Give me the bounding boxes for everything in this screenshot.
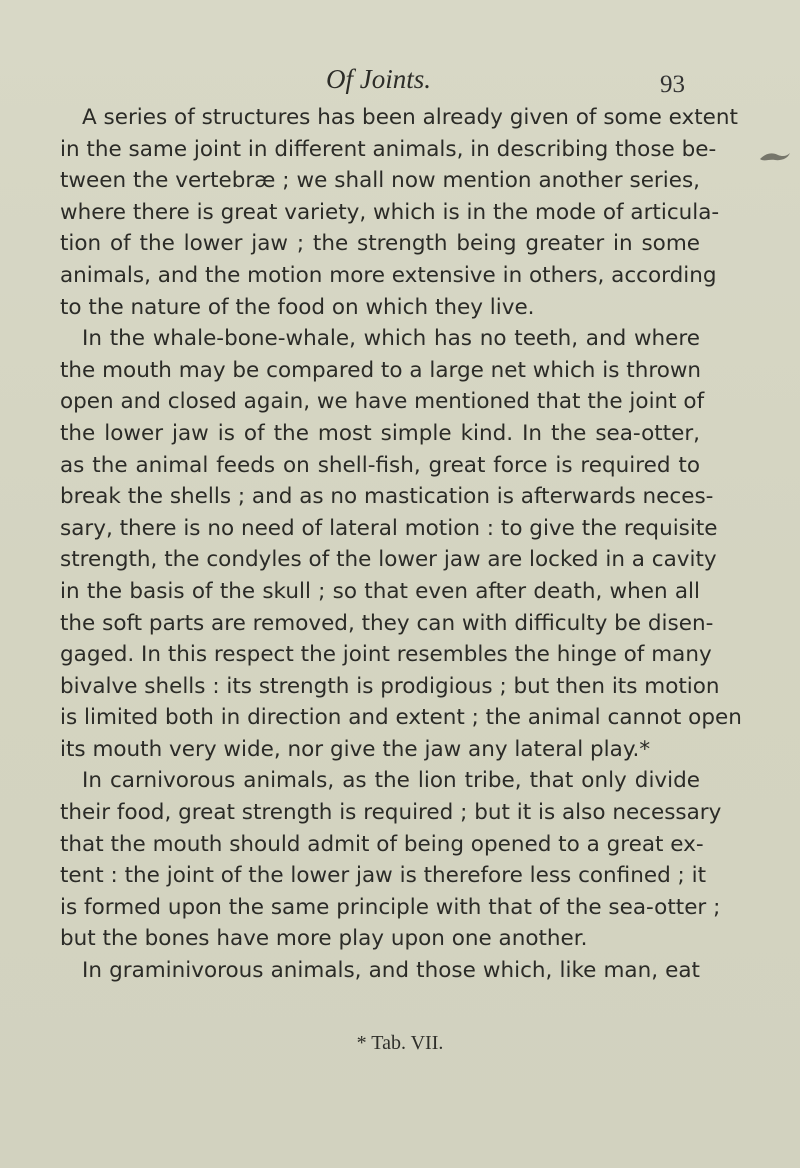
text-line: In the whale-bone-whale, which has no teeth, and where [82,326,700,352]
text-line: their food, great strength is required ; but it is also necessary [60,800,722,826]
body-text [60,102,742,987]
text-line: strength, the condyles of the lower jaw are locked in a cavity [60,547,717,573]
running-head [0,62,800,102]
text-line: that the mouth should admit of being opened to a great ex- [60,831,704,857]
running-title: Of Joints. [326,64,431,94]
text-line: tion of the lower jaw ; the strength being greater in some [60,231,700,257]
text-line: sary, there is no need of lateral motion : to give the requisite [60,515,718,541]
text-line: tent : the joint of the lower jaw is therefore less confined ; it [60,863,707,889]
text-line: break the shells ; and as no mastication is afterwards neces- [60,484,714,510]
text-line: is limited both in direction and extent ; the animal cannot open [60,705,742,731]
text-line: bivalve shells : its strength is prodigious ; but then its motion [60,673,720,699]
text-line: in the basis of the skull ; so that even after death, when all [60,578,700,604]
text-line: the lower jaw is of the most simple kind. In the sea-otter, [60,420,700,446]
text-line: A series of structures has been already given of some extent [82,105,738,130]
text-line: its mouth very wide, nor give the jaw any lateral play.* [60,736,651,762]
ink-smudge-icon [758,150,792,164]
text-line: as the animal feeds on shell-fish, great force is required to [60,452,700,478]
text-line: open and closed again, we have mentioned that the joint of [60,389,705,415]
page-number: 93 [660,71,685,98]
text-line: in the same joint in different animals, in describing those be- [60,136,717,162]
text-line: the soft parts are removed, they can with difficulty be disen- [60,610,714,636]
text-line: but the bones have more play upon one another. [60,926,588,952]
text-line: animals, and the motion more extensive in others, according [60,262,717,288]
text-line: where there is great variety, which is in the mode of articula- [60,199,720,225]
footnote: * Tab. VII. [356,1032,444,1054]
text-line: to the nature of the food on which they live. [60,294,535,320]
text-line: In carnivorous animals, as the lion tribe, that only divide [82,768,700,794]
text-line: tween the vertebræ ; we shall now mention another series, [60,168,700,194]
text-line: gaged. In this respect the joint resembles the hinge of many [60,642,712,668]
text-line: the mouth may be compared to a large net which is thrown [60,357,702,383]
text-line: In graminivorous animals, and those which, like man, eat [82,958,700,984]
text-line: is formed upon the same principle with that of the sea-otter ; [60,894,721,920]
